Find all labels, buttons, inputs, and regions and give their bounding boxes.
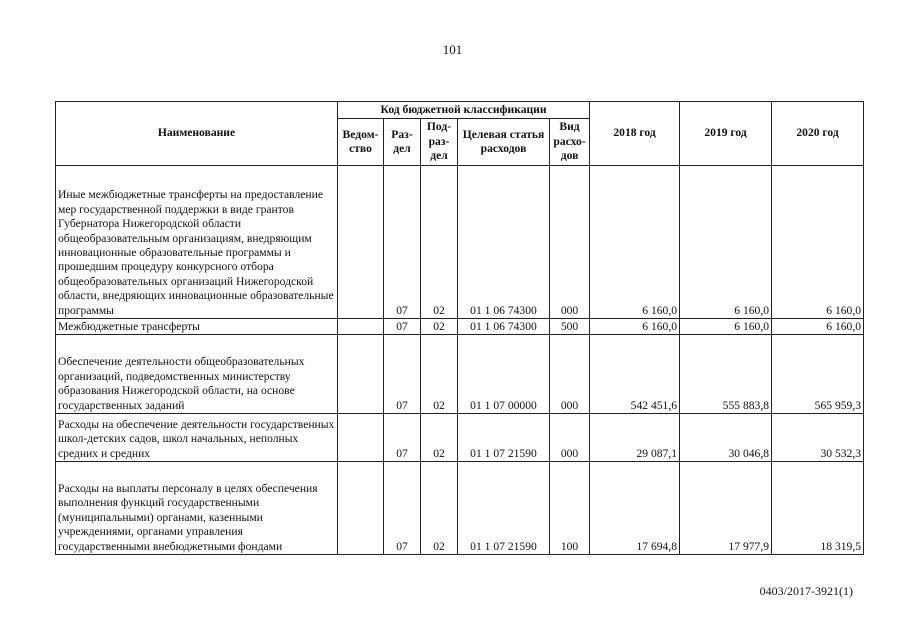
header-razdel: Раз-дел [384, 119, 421, 166]
row-2020: 30 532,3 [772, 414, 864, 462]
row-vid: 000 [550, 166, 590, 319]
row-vid: 000 [550, 414, 590, 462]
row-name: Иные межбюджетные трансферты на предоставление мер государственной поддержки в виде грантов Губернатора Нижегородской области общеобразовательным организациям, внедряющим инновационные образовательные программы и прошедшим процедуру конкурсного отбора общеобразовательных организаций Нижегородской области, внедряющих инновационные образовательные программы [56, 166, 338, 319]
row-name: Расходы на выплаты персоналу в целях обеспечения выполнения функций государственными (муниципальными) органами, казенными учреждениями, органами управления государственными внебюджетными фондами [56, 462, 338, 555]
row-podrazdel: 02 [421, 335, 458, 414]
row-name: Расходы на обеспечение деятельности государственных школ-детских садов, школ начальных, неполных средних и средних [56, 414, 338, 462]
row-vedomstvo [338, 335, 384, 414]
header-celevaya: Целевая статья расходов [458, 119, 550, 166]
row-2019: 6 160,0 [680, 166, 772, 319]
row-podrazdel: 02 [421, 414, 458, 462]
row-2020: 565 959,3 [772, 335, 864, 414]
row-razdel: 07 [384, 335, 421, 414]
row-name: Межбюджетные трансферты [56, 319, 338, 335]
row-podrazdel: 02 [421, 319, 458, 335]
row-name: Обеспечение деятельности общеобразовательных организаций, подведомственных министерству образования Нижегородской области, на основе государственных заданий [56, 335, 338, 414]
row-2019: 30 046,8 [680, 414, 772, 462]
row-celevaya: 01 1 07 21590 [458, 462, 550, 555]
row-2020: 18 319,5 [772, 462, 864, 555]
table-row [56, 166, 864, 319]
page-number: 101 [442, 42, 463, 57]
row-2018: 29 087,1 [590, 414, 680, 462]
budget-table [55, 101, 864, 555]
row-razdel: 07 [384, 319, 421, 335]
table-row [56, 319, 864, 335]
row-2019: 555 883,8 [680, 335, 772, 414]
row-2019: 17 977,9 [680, 462, 772, 555]
row-vedomstvo [338, 462, 384, 555]
header-2019: 2019 год [680, 102, 772, 166]
header-2018: 2018 год [590, 102, 680, 166]
row-vid: 100 [550, 462, 590, 555]
row-2018: 17 694,8 [590, 462, 680, 555]
header-podrazdel: Под-раз-дел [421, 119, 458, 166]
row-celevaya: 01 1 07 21590 [458, 414, 550, 462]
row-celevaya: 01 1 06 74300 [458, 166, 550, 319]
row-celevaya: 01 1 07 00000 [458, 335, 550, 414]
row-celevaya: 01 1 06 74300 [458, 319, 550, 335]
row-podrazdel: 02 [421, 166, 458, 319]
table-row [56, 462, 864, 555]
header-vedomstvo: Ведом-ство [338, 119, 384, 166]
row-2018: 6 160,0 [590, 166, 680, 319]
row-vedomstvo [338, 166, 384, 319]
row-razdel: 07 [384, 462, 421, 555]
table-row [56, 414, 864, 462]
row-2020: 6 160,0 [772, 319, 864, 335]
table-row [56, 335, 864, 414]
row-razdel: 07 [384, 414, 421, 462]
row-vedomstvo [338, 414, 384, 462]
header-2020: 2020 год [772, 102, 864, 166]
row-2018: 542 451,6 [590, 335, 680, 414]
row-2020: 6 160,0 [772, 166, 864, 319]
row-vedomstvo [338, 319, 384, 335]
row-2019: 6 160,0 [680, 319, 772, 335]
row-podrazdel: 02 [421, 462, 458, 555]
header-vid: Вид расхо-дов [550, 119, 590, 166]
row-vid: 000 [550, 335, 590, 414]
header-name: Наименование [56, 102, 338, 166]
row-vid: 500 [550, 319, 590, 335]
header-budget-code: Код бюджетной классификации [338, 102, 590, 119]
row-2018: 6 160,0 [590, 319, 680, 335]
row-razdel: 07 [384, 166, 421, 319]
document-code: 0403/2017-3921(1) [759, 584, 853, 598]
